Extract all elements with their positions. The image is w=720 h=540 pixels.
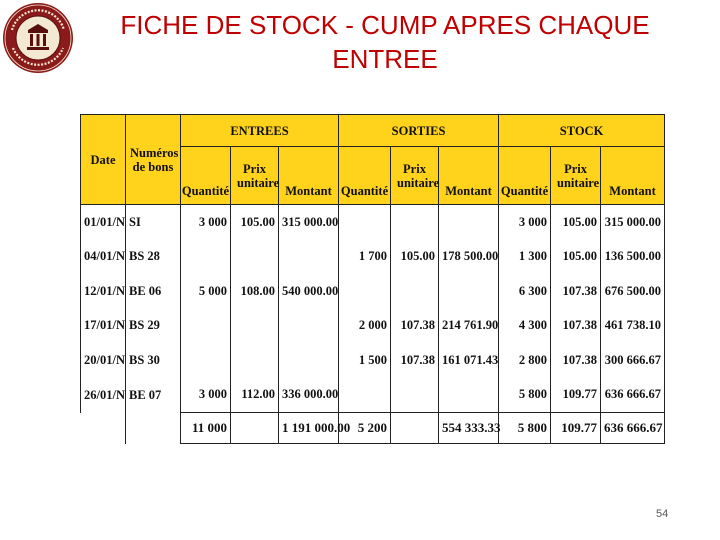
- slide-title-line-2: ENTREE: [332, 44, 438, 74]
- cell-sorties-montant: 161 071.43: [439, 343, 499, 378]
- cell-sorties-prix: 105.00: [391, 240, 439, 275]
- cell-date: 20/01/N: [81, 343, 126, 378]
- table-row: [81, 378, 665, 413]
- cell-stock-prix: 105.00: [551, 205, 601, 240]
- total-sorties-montant: 554 333.33: [439, 413, 499, 444]
- header-group-sorties: SORTIES: [339, 115, 499, 147]
- cell-bon: SI: [126, 205, 181, 240]
- header-group-stock: STOCK: [499, 115, 665, 147]
- cell-entrees-montant: 540 000.00: [279, 274, 339, 309]
- table-row: [81, 240, 665, 275]
- cell-stock-montant: 676 500.00: [601, 274, 665, 309]
- cell-stock-quantite: 4 300: [499, 309, 551, 344]
- table-row: [81, 274, 665, 309]
- university-logo: [0, 0, 76, 76]
- stock-card-table-wrapper: [80, 114, 664, 454]
- cell-bon: BS 30: [126, 343, 181, 378]
- cell-sorties-quantite: 1 700: [339, 240, 391, 275]
- header-entrees-quantite: Quantité: [181, 147, 231, 205]
- cell-sorties-montant: 178 500.00: [439, 240, 499, 275]
- cell-entrees-quantite: [181, 343, 231, 378]
- table-row: [81, 205, 665, 240]
- slide-title: [100, 8, 670, 76]
- cell-entrees-prix: [231, 240, 279, 275]
- cell-stock-montant: 136 500.00: [601, 240, 665, 275]
- cell-sorties-montant: [439, 205, 499, 240]
- cell-entrees-prix: 112.00: [231, 378, 279, 413]
- cell-bon: BS 28: [126, 240, 181, 275]
- total-stock-montant: 636 666.67: [601, 413, 665, 444]
- cell-stock-prix: 109.77: [551, 378, 601, 413]
- cell-sorties-montant: [439, 378, 499, 413]
- cell-sorties-quantite: [339, 378, 391, 413]
- header-date: Date: [81, 115, 126, 205]
- table-row: [81, 343, 665, 378]
- cell-sorties-quantite: [339, 274, 391, 309]
- cell-date: 01/01/N: [81, 205, 126, 240]
- cell-stock-quantite: 3 000: [499, 205, 551, 240]
- cell-sorties-montant: [439, 274, 499, 309]
- header-entrees-prix: Prix unitaire: [231, 147, 279, 205]
- cell-stock-montant: 300 666.67: [601, 343, 665, 378]
- cell-date: 12/01/N: [81, 274, 126, 309]
- header-sorties-prix: Prix unitaire: [391, 147, 439, 205]
- page-number: 54: [656, 508, 669, 520]
- cell-sorties-prix: 107.38: [391, 309, 439, 344]
- total-entrees-quantite: 11 000: [181, 413, 231, 444]
- cell-sorties-quantite: 1 500: [339, 343, 391, 378]
- cell-sorties-quantite: [339, 205, 391, 240]
- university-seal-icon: [0, 0, 76, 76]
- cell-bon: BE 07: [126, 378, 181, 413]
- total-blank-date: [81, 413, 126, 444]
- header-entrees-montant: Montant: [279, 147, 339, 205]
- cell-entrees-prix: 108.00: [231, 274, 279, 309]
- cell-stock-quantite: 2 800: [499, 343, 551, 378]
- cell-bon: BE 06: [126, 274, 181, 309]
- header-group-entrees: ENTREES: [181, 115, 339, 147]
- total-blank-entrees-prix: [231, 413, 279, 444]
- total-sorties-quantite: 5 200: [339, 413, 391, 444]
- cell-entrees-quantite: 3 000: [181, 205, 231, 240]
- cell-entrees-quantite: 3 000: [181, 378, 231, 413]
- header-stock-prix: Prix unitaire: [551, 147, 601, 205]
- cell-sorties-prix: 107.38: [391, 343, 439, 378]
- slide-title-line-1: FICHE DE STOCK - CUMP APRES CHAQUE: [120, 10, 650, 40]
- cell-entrees-montant: [279, 240, 339, 275]
- cell-date: 17/01/N: [81, 309, 126, 344]
- cell-entrees-quantite: [181, 309, 231, 344]
- cell-stock-prix: 107.38: [551, 343, 601, 378]
- stock-card-table: [80, 114, 665, 444]
- cell-date: 26/01/N: [81, 378, 126, 413]
- cell-entrees-montant: [279, 343, 339, 378]
- cell-entrees-quantite: [181, 240, 231, 275]
- cell-bon: BS 29: [126, 309, 181, 344]
- cell-sorties-prix: [391, 274, 439, 309]
- table-row: [81, 309, 665, 344]
- cell-sorties-quantite: 2 000: [339, 309, 391, 344]
- header-stock-montant: Montant: [601, 147, 665, 205]
- total-stock-quantite: 5 800: [499, 413, 551, 444]
- header-sorties-montant: Montant: [439, 147, 499, 205]
- cell-stock-montant: 461 738.10: [601, 309, 665, 344]
- total-blank-sorties-prix: [391, 413, 439, 444]
- cell-stock-prix: 107.38: [551, 274, 601, 309]
- cell-entrees-montant: 336 000.00: [279, 378, 339, 413]
- cell-entrees-prix: 105.00: [231, 205, 279, 240]
- cell-stock-montant: 636 666.67: [601, 378, 665, 413]
- cell-entrees-prix: [231, 343, 279, 378]
- cell-entrees-montant: [279, 309, 339, 344]
- cell-sorties-montant: 214 761.90: [439, 309, 499, 344]
- header-sorties-quantite: Quantité: [339, 147, 391, 205]
- cell-stock-quantite: 1 300: [499, 240, 551, 275]
- cell-stock-quantite: 5 800: [499, 378, 551, 413]
- cell-stock-prix: 105.00: [551, 240, 601, 275]
- totals-row: [81, 413, 665, 444]
- total-stock-prix: 109.77: [551, 413, 601, 444]
- cell-stock-montant: 315 000.00: [601, 205, 665, 240]
- cell-entrees-prix: [231, 309, 279, 344]
- total-entrees-montant: 1 191 000.00: [279, 413, 339, 444]
- total-blank-bon: [126, 413, 181, 444]
- cell-entrees-montant: 315 000.00: [279, 205, 339, 240]
- cell-entrees-quantite: 5 000: [181, 274, 231, 309]
- header-stock-quantite: Quantité: [499, 147, 551, 205]
- cell-date: 04/01/N: [81, 240, 126, 275]
- cell-stock-quantite: 6 300: [499, 274, 551, 309]
- header-bons: Numéros de bons: [126, 115, 181, 205]
- cell-sorties-prix: [391, 378, 439, 413]
- cell-sorties-prix: [391, 205, 439, 240]
- cell-stock-prix: 107.38: [551, 309, 601, 344]
